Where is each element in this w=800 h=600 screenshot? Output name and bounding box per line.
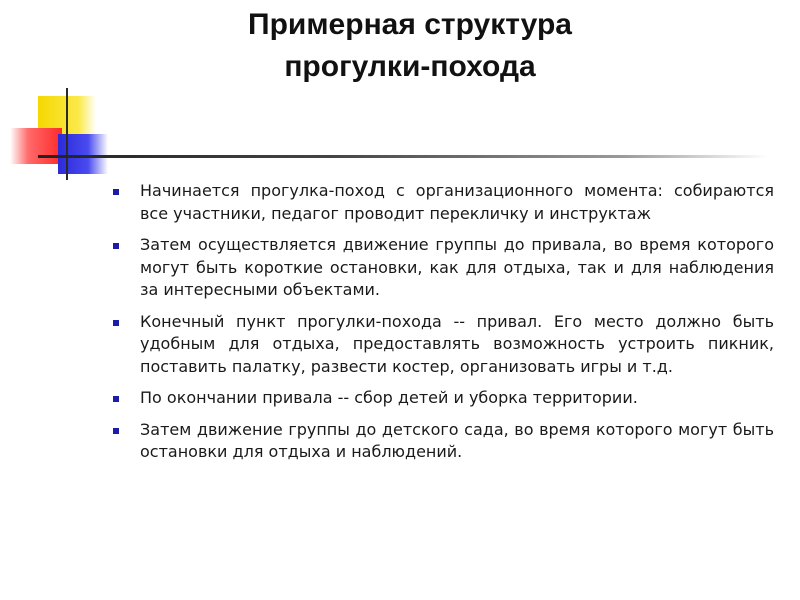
title-line-2: прогулки-похода <box>284 50 536 83</box>
square-bullet-icon <box>113 428 119 434</box>
list-item <box>112 311 774 379</box>
horizontal-divider-line <box>38 155 768 158</box>
list-item <box>112 387 774 410</box>
list-item <box>112 180 774 225</box>
square-bullet-icon <box>113 243 119 249</box>
bullet-list <box>112 180 774 464</box>
square-bullet-icon <box>113 189 119 195</box>
vertical-divider-line <box>66 88 68 180</box>
bullet-text: Начинается прогулка-поход с организационного момента: собираются все участники, педагог проводит перекличку и инструктаж <box>140 181 774 223</box>
bullet-text: Конечный пункт прогулки-похода -- привал. Его место должно быть удобным для отдыха, предоставлять возможность устроить пикник, поставить палатку, развести костер, организовать игры и т.д. <box>140 311 774 376</box>
bullet-text: Затем движение группы до детского сада, во время которого могут быть остановки для отдыха и наблюдений. <box>140 419 774 461</box>
bullet-text: По окончании привала -- сбор детей и уборка территории. <box>140 388 638 407</box>
list-item <box>112 419 774 464</box>
bullet-text: Затем осуществляется движение группы до привала, во время которого могут быть короткие остановки, как для отдыха, так и для наблюдения за интересными объектами. <box>140 235 774 299</box>
square-bullet-icon <box>113 320 119 326</box>
title-line-1: Примерная структура <box>248 8 572 41</box>
slide-title <box>160 4 660 88</box>
red-square-shape <box>10 128 62 164</box>
list-item <box>112 234 774 302</box>
square-bullet-icon <box>113 396 119 402</box>
slide-body <box>112 180 774 473</box>
